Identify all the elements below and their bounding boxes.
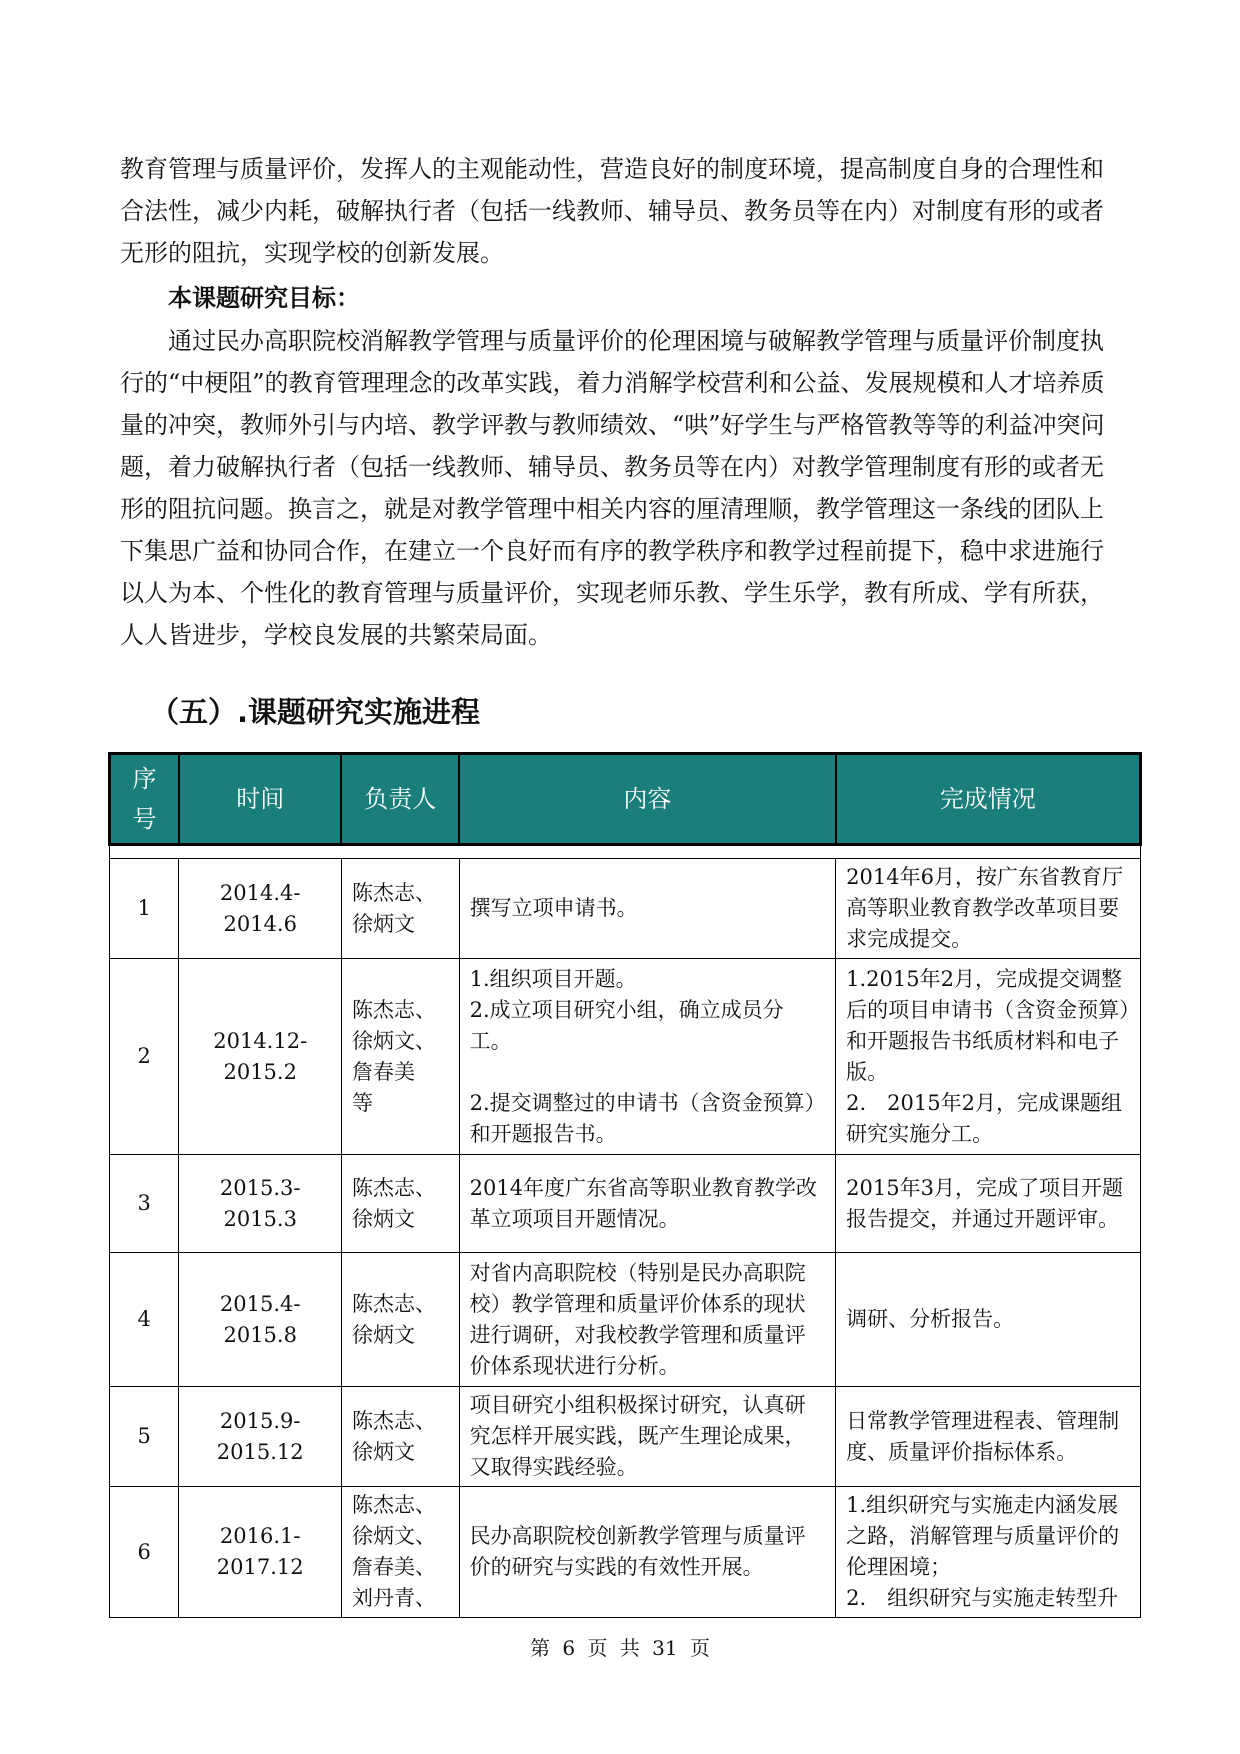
goal-heading: 本课题研究目标： [168,284,360,312]
cell-time: 2016.1-2017.12 [179,1487,341,1618]
cell-time: 2014.4-2014.6 [179,859,341,959]
cell-no: 4 [110,1253,179,1387]
paragraph-2: 通过民办高职院校消解教学管理与质量评价的伦理困境与破解教学管理与质量评价制度执行的“中梗阻”的教育管理理念的改革实践，着力消解学校营利和公益、发展规模和人才培养质量的冲突，教师外引与内培、教学评教与教师绩效、“哄”好学生与严格管教等等的利益冲突问题，着力破解执行者（包括一线教师、辅导员、教务员等在内）对教学管理制度有形的或者无形的阻抗问题。换言之，就是对教学管理中相关内容的厘清理顺，教学管理这一条线的团队上下集思广益和协同合作，在建立一个良好而有序的教学秩序和教学过程前提下，稳中求进施行以人为本、个性化的教育管理与质量评价，实现老师乐教、学生乐学，教有所成、学有所获，人人皆进步，学校良发展的共繁荣局面。 [120,327,1105,649]
paragraph-1: 教育管理与质量评价，发挥人的主观能动性，营造良好的制度环境，提高制度自身的合理性和合法性，减少内耗，破解执行者（包括一线教师、辅导员、教务员等在内）对制度有形的或者无形的阻抗，实现学校的创新发展。 [120,155,1104,267]
cell-content: 1.组织项目开题。 2.成立项目研究小组，确立成员分工。 2.提交调整过的申请书（含资金预算）和开题报告书。 [459,959,836,1155]
cell-content: 民办高职院校创新教学管理与质量评价的研究与实践的有效性开展。 [459,1487,836,1618]
header-gap [110,845,1141,859]
table-header-row [110,754,1141,845]
cell-time: 2015.4-2015.8 [179,1253,341,1387]
header-no: 序号 [110,754,179,845]
cell-time: 2015.9-2015.12 [179,1387,341,1487]
cell-no: 3 [110,1155,179,1253]
cell-time: 2014.12-2015.2 [179,959,341,1155]
table-row [110,1155,1141,1253]
header-person: 负责人 [341,754,459,845]
cell-status: 日常教学管理进程表、管理制度、质量评价指标体系。 [836,1387,1141,1487]
page-footer: 第 6 页 共 31 页 [530,1636,710,1660]
cell-status: 2015年3月，完成了项目开题报告提交，并通过开题评审。 [836,1155,1141,1253]
cell-time: 2015.3-2015.3 [179,1155,341,1253]
header-status: 完成情况 [836,754,1141,845]
cell-person: 陈杰志、 徐炳文 [341,859,459,959]
cell-no: 5 [110,1387,179,1487]
cell-person: 陈杰志、 徐炳文、 詹春美 等 [341,959,459,1155]
cell-content: 对省内高职院校（特别是民办高职院校）教学管理和质量评价体系的现状进行调研，对我校教学管理和质量评价体系现状进行分析。 [459,1253,836,1387]
cell-status: 1.2015年2月，完成提交调整后的项目申请书（含资金预算）和开题报告书纸质材料和电子版。 2. 2015年2月，完成课题组研究实施分工。 [836,959,1141,1155]
cell-status: 调研、分析报告。 [836,1253,1141,1387]
table-row [110,1487,1141,1618]
section-title: （五）.课题研究实施进程 [150,695,481,729]
table-row [110,859,1141,959]
cell-person: 陈杰志、 徐炳文 [341,1387,459,1487]
cell-person: 陈杰志、 徐炳文 [341,1155,459,1253]
cell-no: 1 [110,859,179,959]
cell-content: 撰写立项申请书。 [459,859,836,959]
cell-content: 2014年度广东省高等职业教育教学改革立项项目开题情况。 [459,1155,836,1253]
table-row [110,959,1141,1155]
cell-content: 项目研究小组积极探讨研究，认真研究怎样开展实践，既产生理论成果，又取得实践经验。 [459,1387,836,1487]
cell-status: 1.组织研究与实施走内涵发展之路，消解管理与质量评价的伦理困境； 2. 组织研究与实施走转型升 [836,1487,1141,1618]
header-time: 时间 [179,754,341,845]
cell-status: 2014年6月，按广东省教育厅高等职业教育教学改革项目要求完成提交。 [836,859,1141,959]
cell-no: 6 [110,1487,179,1618]
cell-no: 2 [110,959,179,1155]
progress-table [108,752,1142,1618]
table-row [110,1253,1141,1387]
header-content: 内容 [459,754,836,845]
cell-person: 陈杰志、 徐炳文、 詹春美、 刘丹青、 [341,1487,459,1618]
cell-person: 陈杰志、 徐炳文 [341,1253,459,1387]
table-row [110,1387,1141,1487]
